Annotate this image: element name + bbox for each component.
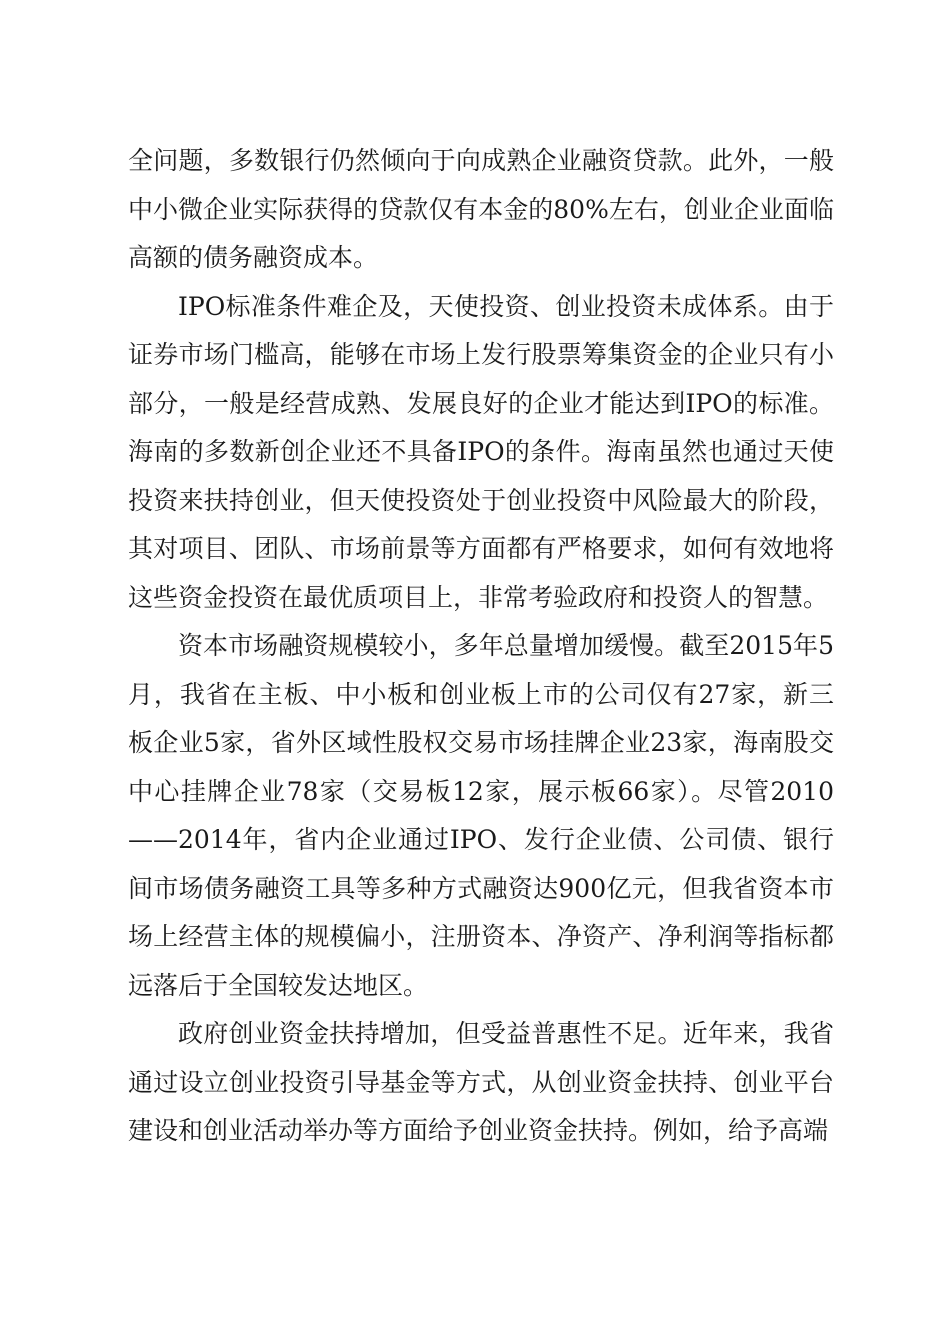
paragraph-ipo-angel-investment: IPO标准条件难企及，天使投资、创业投资未成体系。由于证券市场门槛高，能够在市场上发行股票筹集资金的企业只有小部分，一般是经营成熟、发展良好的企业才能达到IPO的标准。海南的多数新创企业还不具备IPO的条件。海南虽然也通过天使投资来扶持创业，但天使投资处于创业投资中风险最大的阶段，其对项目、团队、市场前景等方面都有严格要求，如何有效地将这些资金投资在最优质项目上，非常考验政府和投资人的智慧。 [128, 291, 834, 612]
paragraph-government-support: 政府创业资金扶持增加，但受益普惠性不足。近年来，我省通过设立创业投资引导基金等方式，从创业资金扶持、创业平台建设和创业活动举办等方面给予创业资金扶持。例如，给予高端 [128, 1019, 834, 1145]
document-body [128, 137, 834, 1156]
paragraph-capital-market-scale: 资本市场融资规模较小，多年总量增加缓慢。截至2015年5月，我省在主板、中小板和创业板上市的公司仅有27家，新三板企业5家，省外区域性股权交易市场挂牌企业23家，海南股交中心挂牌企业78家（交易板12家，展示板66家）。尽管2010——2014年，省内企业通过IPO、发行企业债、公司债、银行间市场债务融资工具等多种方式融资达900亿元，但我省资本市场上经营主体的规模偏小，注册资本、净资产、净利润等指标都远落后于全国较发达地区。 [128, 631, 834, 1000]
paragraph-continuation: 全问题，多数银行仍然倾向于向成熟企业融资贷款。此外，一般中小微企业实际获得的贷款仅有本金的80%左右，创业企业面临高额的债务融资成本。 [128, 146, 834, 272]
